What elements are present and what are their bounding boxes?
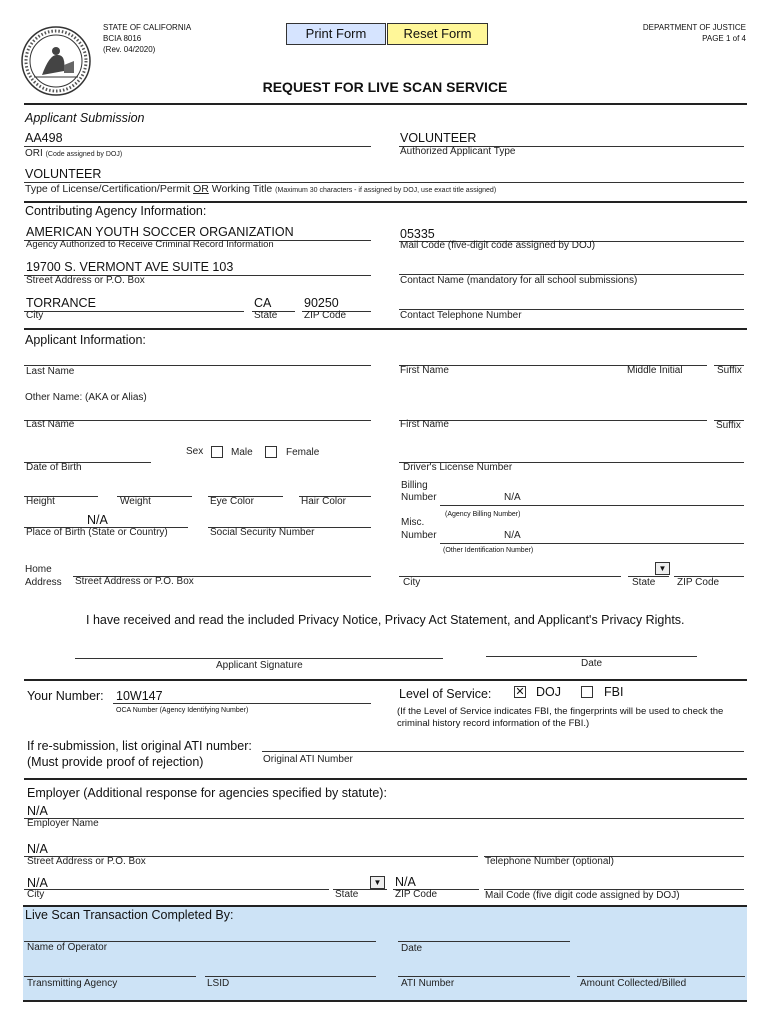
chevron-down-icon: ▼ — [373, 878, 382, 887]
home-address-label-line1: Home — [25, 564, 52, 575]
ati-number-label: ATI Number — [401, 978, 455, 989]
privacy-statement: I have received and read the included Privacy Notice, Privacy Act Statement, and Applicant's Privacy Rights. — [86, 613, 685, 627]
doj-label: DOJ — [536, 685, 561, 699]
check-x-icon: ✕ — [515, 686, 525, 698]
signature-label: Applicant Signature — [216, 660, 303, 671]
amount-field[interactable] — [577, 976, 745, 977]
fbi-note-line1: (If the Level of Service indicates FBI, the fingerprints will be used to check the — [397, 706, 724, 717]
fbi-label: FBI — [604, 685, 624, 699]
live-scan-date-label: Date — [401, 943, 423, 954]
resubmission-line2: (Must provide proof of rejection) — [27, 755, 204, 769]
last-name-label: Last Name — [26, 366, 75, 377]
place-of-birth-field[interactable]: N/A — [87, 513, 108, 527]
agency-zip-field[interactable]: 90250 — [304, 296, 339, 310]
agency-label: Agency Authorized to Receive Criminal Record Information — [26, 239, 274, 250]
home-state-dropdown[interactable] — [655, 562, 670, 575]
sex-label: Sex — [186, 446, 204, 457]
ati-number-field[interactable] — [398, 976, 570, 977]
applicant-signature-field[interactable] — [75, 658, 443, 659]
drivers-license-label: Driver's License Number — [403, 462, 513, 473]
print-form-button[interactable]: Print Form — [286, 23, 386, 45]
transmitting-agency-field[interactable] — [24, 976, 196, 977]
oca-note: OCA Number (Agency Identifying Number) — [116, 707, 249, 714]
authorized-type-label: Authorized Applicant Type — [400, 146, 516, 157]
employer-phone-label: Telephone Number (optional) — [485, 856, 614, 867]
resubmission-line1: If re-submission, list original ATI number: — [27, 739, 252, 753]
employer-city-field[interactable]: N/A — [27, 876, 48, 890]
live-scan-heading: Live Scan Transaction Completed By: — [25, 908, 234, 922]
employer-city-label: City — [27, 889, 45, 900]
amount-label: Amount Collected/Billed — [580, 978, 687, 989]
mail-code-field[interactable]: 05335 — [400, 227, 435, 241]
female-checkbox[interactable] — [265, 446, 277, 458]
signature-date-field[interactable] — [486, 656, 697, 657]
mail-code-label: Mail Code (five-digit code assigned by DOJ) — [400, 240, 596, 251]
live-scan-date-field[interactable] — [398, 941, 570, 942]
home-city-label: City — [403, 577, 421, 588]
height-label: Height — [26, 496, 55, 507]
billing-note: (Agency Billing Number) — [445, 511, 521, 518]
transmitting-agency-label: Transmitting Agency — [27, 978, 118, 989]
employer-street-label: Street Address or P.O. Box — [27, 856, 146, 867]
last-name-field[interactable] — [24, 365, 371, 366]
female-label: Female — [286, 447, 320, 458]
chevron-down-icon: ▼ — [658, 564, 667, 573]
agency-street-label: Street Address or P.O. Box — [26, 275, 145, 286]
level-of-service-label: Level of Service: — [399, 687, 492, 701]
billing-label-line2: Number — [401, 492, 437, 503]
home-street-label: Street Address or P.O. Box — [75, 576, 194, 587]
operator-label: Name of Operator — [27, 942, 108, 953]
weight-label: Weight — [120, 496, 151, 507]
form-revision: (Rev. 04/2020) — [103, 45, 156, 54]
employer-heading: Employer (Additional response for agencies specified by statute): — [27, 786, 387, 800]
male-checkbox[interactable] — [211, 446, 223, 458]
misc-label-line1: Misc. — [401, 517, 425, 528]
suffix-label: Suffix — [717, 365, 742, 376]
employer-state-dropdown[interactable] — [370, 876, 385, 889]
employer-street-field[interactable]: N/A — [27, 842, 48, 856]
employer-state-label: State — [335, 889, 359, 900]
your-number-field[interactable]: 10W147 — [116, 689, 163, 703]
misc-label-line2: Number — [401, 530, 437, 541]
aka-last-name-label: Last Name — [26, 419, 75, 430]
employer-name-field[interactable]: N/A — [27, 804, 48, 818]
other-name-label: Other Name: (AKA or Alias) — [25, 392, 147, 403]
agency-city-field[interactable]: TORRANCE — [26, 296, 96, 310]
page-number: PAGE 1 of 4 — [702, 34, 746, 43]
applicant-submission-heading: Applicant Submission — [25, 111, 145, 125]
employer-name-label: Employer Name — [27, 818, 99, 829]
aka-first-name-label: First Name — [400, 419, 449, 430]
billing-number-field[interactable]: N/A — [504, 492, 521, 503]
license-type-field[interactable]: VOLUNTEER — [25, 167, 102, 181]
form-id: BCIA 8016 — [103, 34, 142, 43]
dob-label: Date of Birth — [26, 462, 82, 473]
ori-field[interactable]: AA498 — [25, 131, 63, 145]
agency-state-label: State — [254, 310, 278, 321]
lsid-field[interactable] — [205, 976, 376, 977]
agency-zip-label: ZIP Code — [304, 310, 347, 321]
authorized-type-field[interactable]: VOLUNTEER — [400, 131, 477, 145]
agency-state-field[interactable]: CA — [254, 296, 272, 310]
original-ati-field[interactable] — [262, 751, 744, 752]
lsid-label: LSID — [207, 978, 230, 989]
fbi-checkbox[interactable] — [581, 686, 593, 698]
contact-phone-label: Contact Telephone Number — [400, 310, 522, 321]
first-name-label: First Name — [400, 365, 449, 376]
misc-number-field[interactable]: N/A — [504, 530, 521, 541]
employer-zip-label: ZIP Code — [395, 889, 438, 900]
agency-city-label: City — [26, 310, 44, 321]
employer-zip-field[interactable]: N/A — [395, 875, 416, 889]
doj-checkbox[interactable] — [514, 686, 526, 698]
ssn-label: Social Security Number — [210, 527, 315, 538]
home-city-field[interactable] — [399, 576, 621, 577]
home-zip-label: ZIP Code — [677, 577, 720, 588]
hair-color-label: Hair Color — [301, 496, 347, 507]
middle-initial-label: Middle Initial — [627, 365, 683, 376]
ori-label: ORI (Code assigned by DOJ) — [25, 148, 123, 159]
male-label: Male — [231, 447, 253, 458]
misc-note: (Other Identification Number) — [443, 547, 534, 554]
contact-name-label: Contact Name (mandatory for all school submissions) — [400, 275, 638, 286]
home-state-label: State — [632, 577, 656, 588]
license-type-label: Type of License/Certification/Permit OR Working Title (Maximum 30 characters - if assigned by DOJ, use exact title assigned) — [25, 183, 497, 195]
aka-last-name-field[interactable] — [24, 420, 371, 421]
aka-suffix-label: Suffix — [716, 420, 741, 431]
employer-mail-code-label: Mail Code (five digit code assigned by DOJ) — [485, 890, 680, 901]
original-ati-label: Original ATI Number — [263, 754, 353, 765]
agency-field[interactable]: AMERICAN YOUTH SOCCER ORGANIZATION — [26, 225, 294, 239]
state-name: STATE OF CALIFORNIA — [103, 23, 192, 32]
fbi-note-line2: criminal history record information of the FBI.) — [397, 718, 590, 729]
eye-color-label: Eye Color — [210, 496, 254, 507]
your-number-label: Your Number: — [27, 689, 104, 703]
home-address-label-line2: Address — [25, 577, 62, 588]
place-of-birth-label: Place of Birth (State or Country) — [26, 527, 168, 538]
billing-label-line1: Billing — [401, 480, 428, 491]
form-title: REQUEST FOR LIVE SCAN SERVICE — [262, 79, 508, 95]
agency-street-field[interactable]: 19700 S. VERMONT AVE SUITE 103 — [26, 260, 234, 274]
signature-date-label: Date — [581, 658, 603, 669]
reset-form-button[interactable]: Reset Form — [387, 23, 488, 45]
contributing-agency-heading: Contributing Agency Information: — [25, 204, 207, 218]
applicant-info-heading: Applicant Information: — [25, 333, 146, 347]
department-name: DEPARTMENT OF JUSTICE — [642, 23, 746, 32]
